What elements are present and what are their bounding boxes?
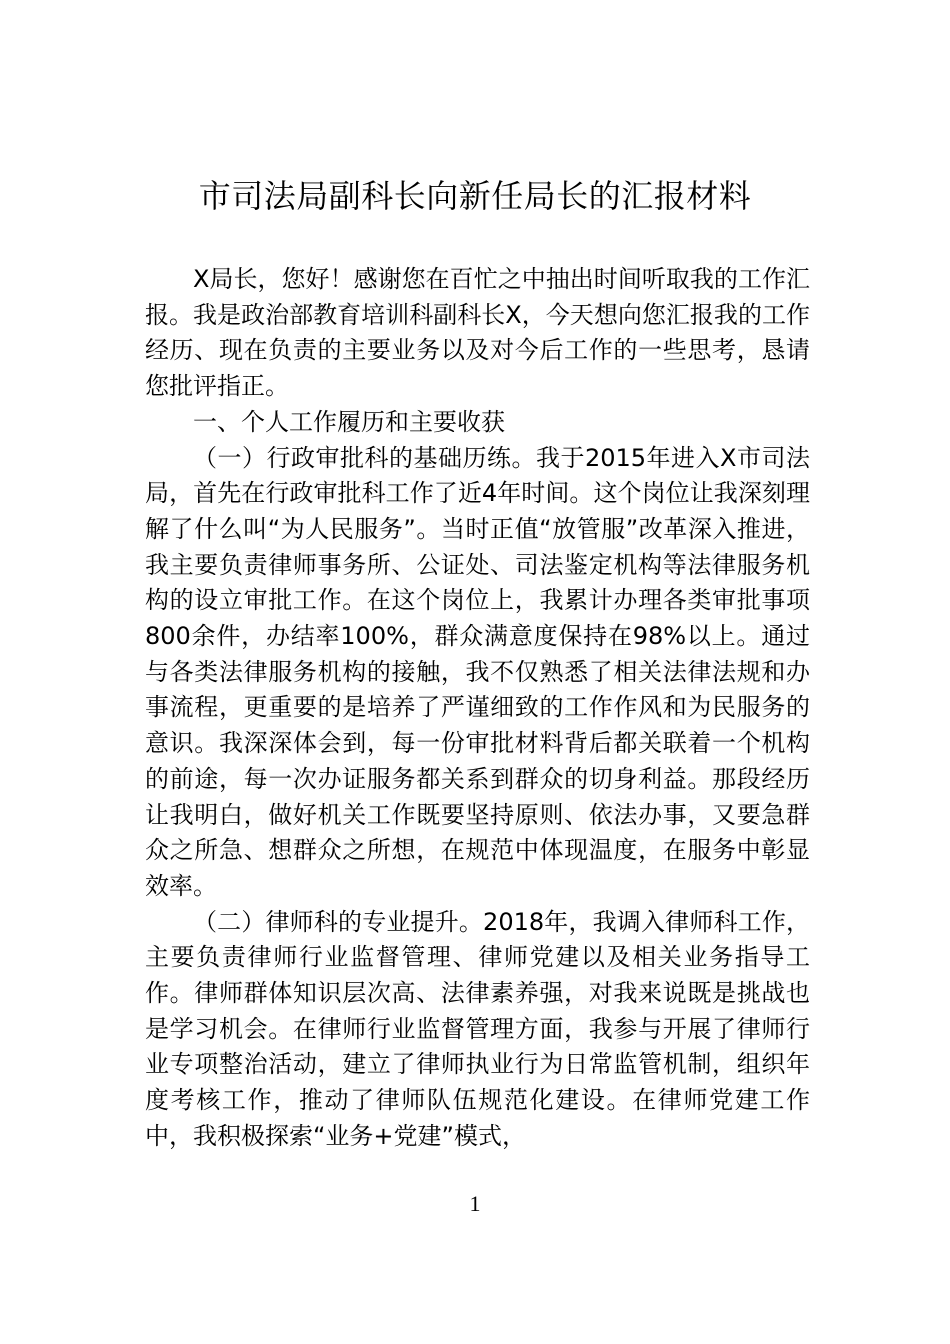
paragraph-lawyer-section: （二）律师科的专业提升。2018年，我调入律师科工作，主要负责律师行业监督管理、律师党建以及相关业务指导工作。律师群体知识层次高、法律素养强，对我来说既是挑战也是学习机会。在律师行业监督管理方面，我参与开展了律师行业专项整治活动，建立了律师执业行为日常监管机制，组织年度考核工作，推动了律师队伍规范化建设。在律师党建工作中，我积极探索“业务+党建”模式， bbox=[145, 907, 810, 1150]
paragraph-admin-approval: （一）行政审批科的基础历练。我于2015年进入X市司法局，首先在行政审批科工作了近4年时间。这个岗位让我深刻理解了什么叫“为人民服务”。当时正值“放管服”改革深入推进，我主要负责律师事务所、公证处、司法鉴定机构等法律服务机构的设立审批工作。在这个岗位上，我累计办理各类审批事项800余件，办结率100%，群众满意度保持在98%以上。通过与各类法律服务机构的接触，我不仅熟悉了相关法律法规和办事流程，更重要的是培养了严谨细致的工作作风和为民服务的意识。我深深体会到，每一份审批材料背后都关联着一个机构的前途，每一次办证服务都关系到群众的切身利益。那段经历让我明白，做好机关工作既要坚持原则、依法办事，又要急群众之所急、想群众之所想，在规范中体现温度，在服务中彰显效率。 bbox=[145, 443, 810, 900]
page-number: 1 bbox=[469, 1191, 481, 1216]
paragraph-greeting: X局长，您好！感谢您在百忙之中抽出时间听取我的工作汇报。我是政治部教育培训科副科长X，今天想向您汇报我的工作经历、现在负责的主要业务以及对今后工作的一些思考，恳请您批评指正。 bbox=[145, 265, 810, 401]
document-body bbox=[145, 262, 810, 1155]
section-heading-1: 一、个人工作履历和主要收获 bbox=[193, 407, 505, 436]
document-title: 市司法局副科长向新任局长的汇报材料 bbox=[198, 177, 752, 215]
